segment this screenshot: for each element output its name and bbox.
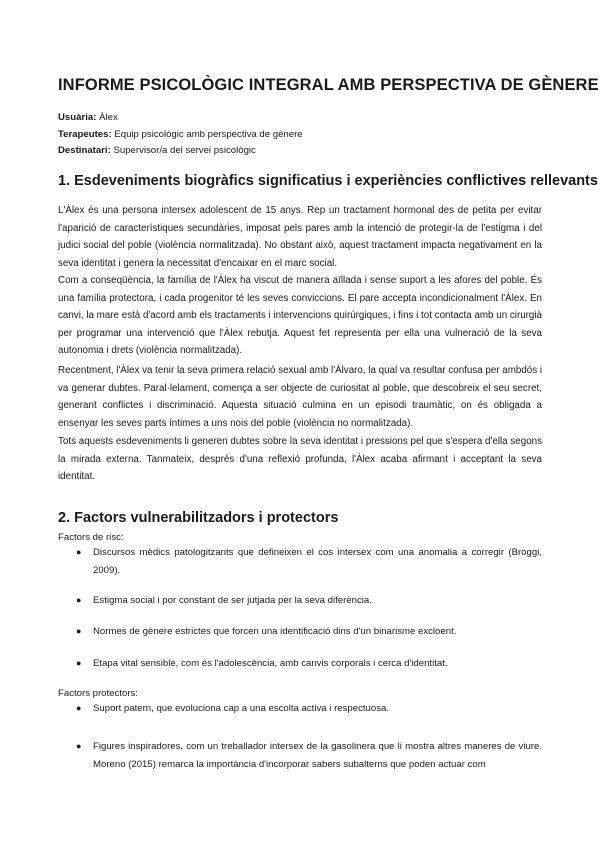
meta-user: Usuària: Àlex (58, 112, 118, 123)
bullet-icon: ● (76, 703, 82, 713)
meta-user-value: Àlex (99, 112, 118, 123)
protective-factors-label: Factors protectors: (58, 688, 138, 699)
section1-paragraph: L'Àlex és una persona intersex adolescent de 15 anys. Rep un tractament hormonal des de petita per evitar l'aparició de característiques secundàries, imposat pels pares amb la intenció de protegir-la de l'estigma i del judici social del poble (violència normalitzada). No obstant això, aquest tractament impacta negativament en la seva identitat i genera la necessitat d'encaixar en el marc social. (58, 205, 542, 269)
section1-paragraph: Com a conseqüència, la família de l'Àlex ha viscut de manera aïllada i sense suport a les afores del poble. És una família protectora, i cada progenitor té les seves conviccions. El pare accepta incondicionalment l'Àlex. En canvi, la mare està d'acord amb els tractaments i intervencions quirúrgiques, i fins i tot contacta amb un cirurgià per programar una intervenció que l'Àlex rebutja. Aquest fet representa per ella una vulneració de la seva autonomia i drets (violència normalitzada). (58, 275, 542, 357)
meta-recipient: Destinatari: Supervisor/a del servei psicològic (58, 145, 256, 156)
list-item (76, 623, 542, 641)
section1-paragraph: Recentment, l'Àlex va tenir la seva primera relació sexual amb l'Álvaro, la qual va resultar confusa per ambdós i va generar dubtes. Paral·lelament, comença a ser objecte de curiositat al poble, que descobreix el seu secret, generant conflictes i discriminació. Aquesta situació culmina en un episodi traumàtic, on és obligada a ensenyar les seves parts íntimes a uns nois del poble (violència no normalitzada). (58, 365, 543, 429)
list-item-text: Estigma social i por constant de ser jutjada per la seva diferència. (93, 595, 372, 606)
list-item-text: Etapa vital sensible, com és l'adolescència, amb canvis corporals i cerca d'identitat. (93, 658, 448, 669)
list-item (76, 655, 542, 673)
bullet-icon: ● (76, 741, 82, 751)
document-title: INFORME PSICOLÒGIC INTEGRAL AMB PERSPECTIVA DE GÈNERE (58, 76, 599, 94)
bullet-icon: ● (76, 547, 82, 557)
section2-heading: 2. Factors vulnerabilitzadors i protectors (58, 510, 339, 526)
bullet-icon: ● (76, 595, 82, 605)
list-item-text: Discursos mèdics patologitzants que defineixen el cos intersex com una anomalia a corregir (Broggi, 2009). (93, 547, 542, 576)
list-item-text: Figures inspiradores, com un treballador intersex de la gasolinera que li mostra altres maneres de viure. Moreno (2015) remarca la importància d'incorporar sabers subalterns que poden actuar com (93, 741, 542, 770)
list-item-text: Suport patern, que evoluciona cap a una escolta activa i respectuosa. (93, 703, 389, 714)
meta-therapists-label: Terapeutes (58, 129, 109, 140)
list-item-text: Normes de gènere estrictes que forcen una identificació dins d'un binarisme excloent. (93, 626, 457, 637)
meta-recipient-label: Destinatari (58, 145, 108, 156)
meta-recipient-value: Supervisor/a del servei psicològic (113, 145, 256, 156)
section1-paragraph: Tots aquests esdeveniments li generen dubtes sobre la seva identitat i pressions pel que s'espera d'ella segons la mirada externa. Tanmateix, després d'una reflexió profunda, l'Àlex acaba afirmant i acceptant la seva identitat. (58, 436, 542, 483)
list-item (76, 544, 542, 579)
meta-therapists-value: Equip psicològic amb perspectiva de gènere (114, 129, 303, 140)
list-item (76, 738, 542, 773)
list-item (76, 592, 542, 610)
bullet-icon: ● (76, 626, 82, 636)
risk-factors-label: Factors de risc: (58, 532, 124, 543)
bullet-icon: ● (76, 658, 82, 668)
section1-heading: 1. Esdeveniments biogràfics significatius i experiències conflictives rellevants (58, 173, 598, 189)
list-item (76, 700, 542, 718)
meta-user-label: Usuària (58, 112, 94, 123)
meta-therapists: Terapeutes: Equip psicològic amb perspectiva de gènere (58, 129, 303, 140)
